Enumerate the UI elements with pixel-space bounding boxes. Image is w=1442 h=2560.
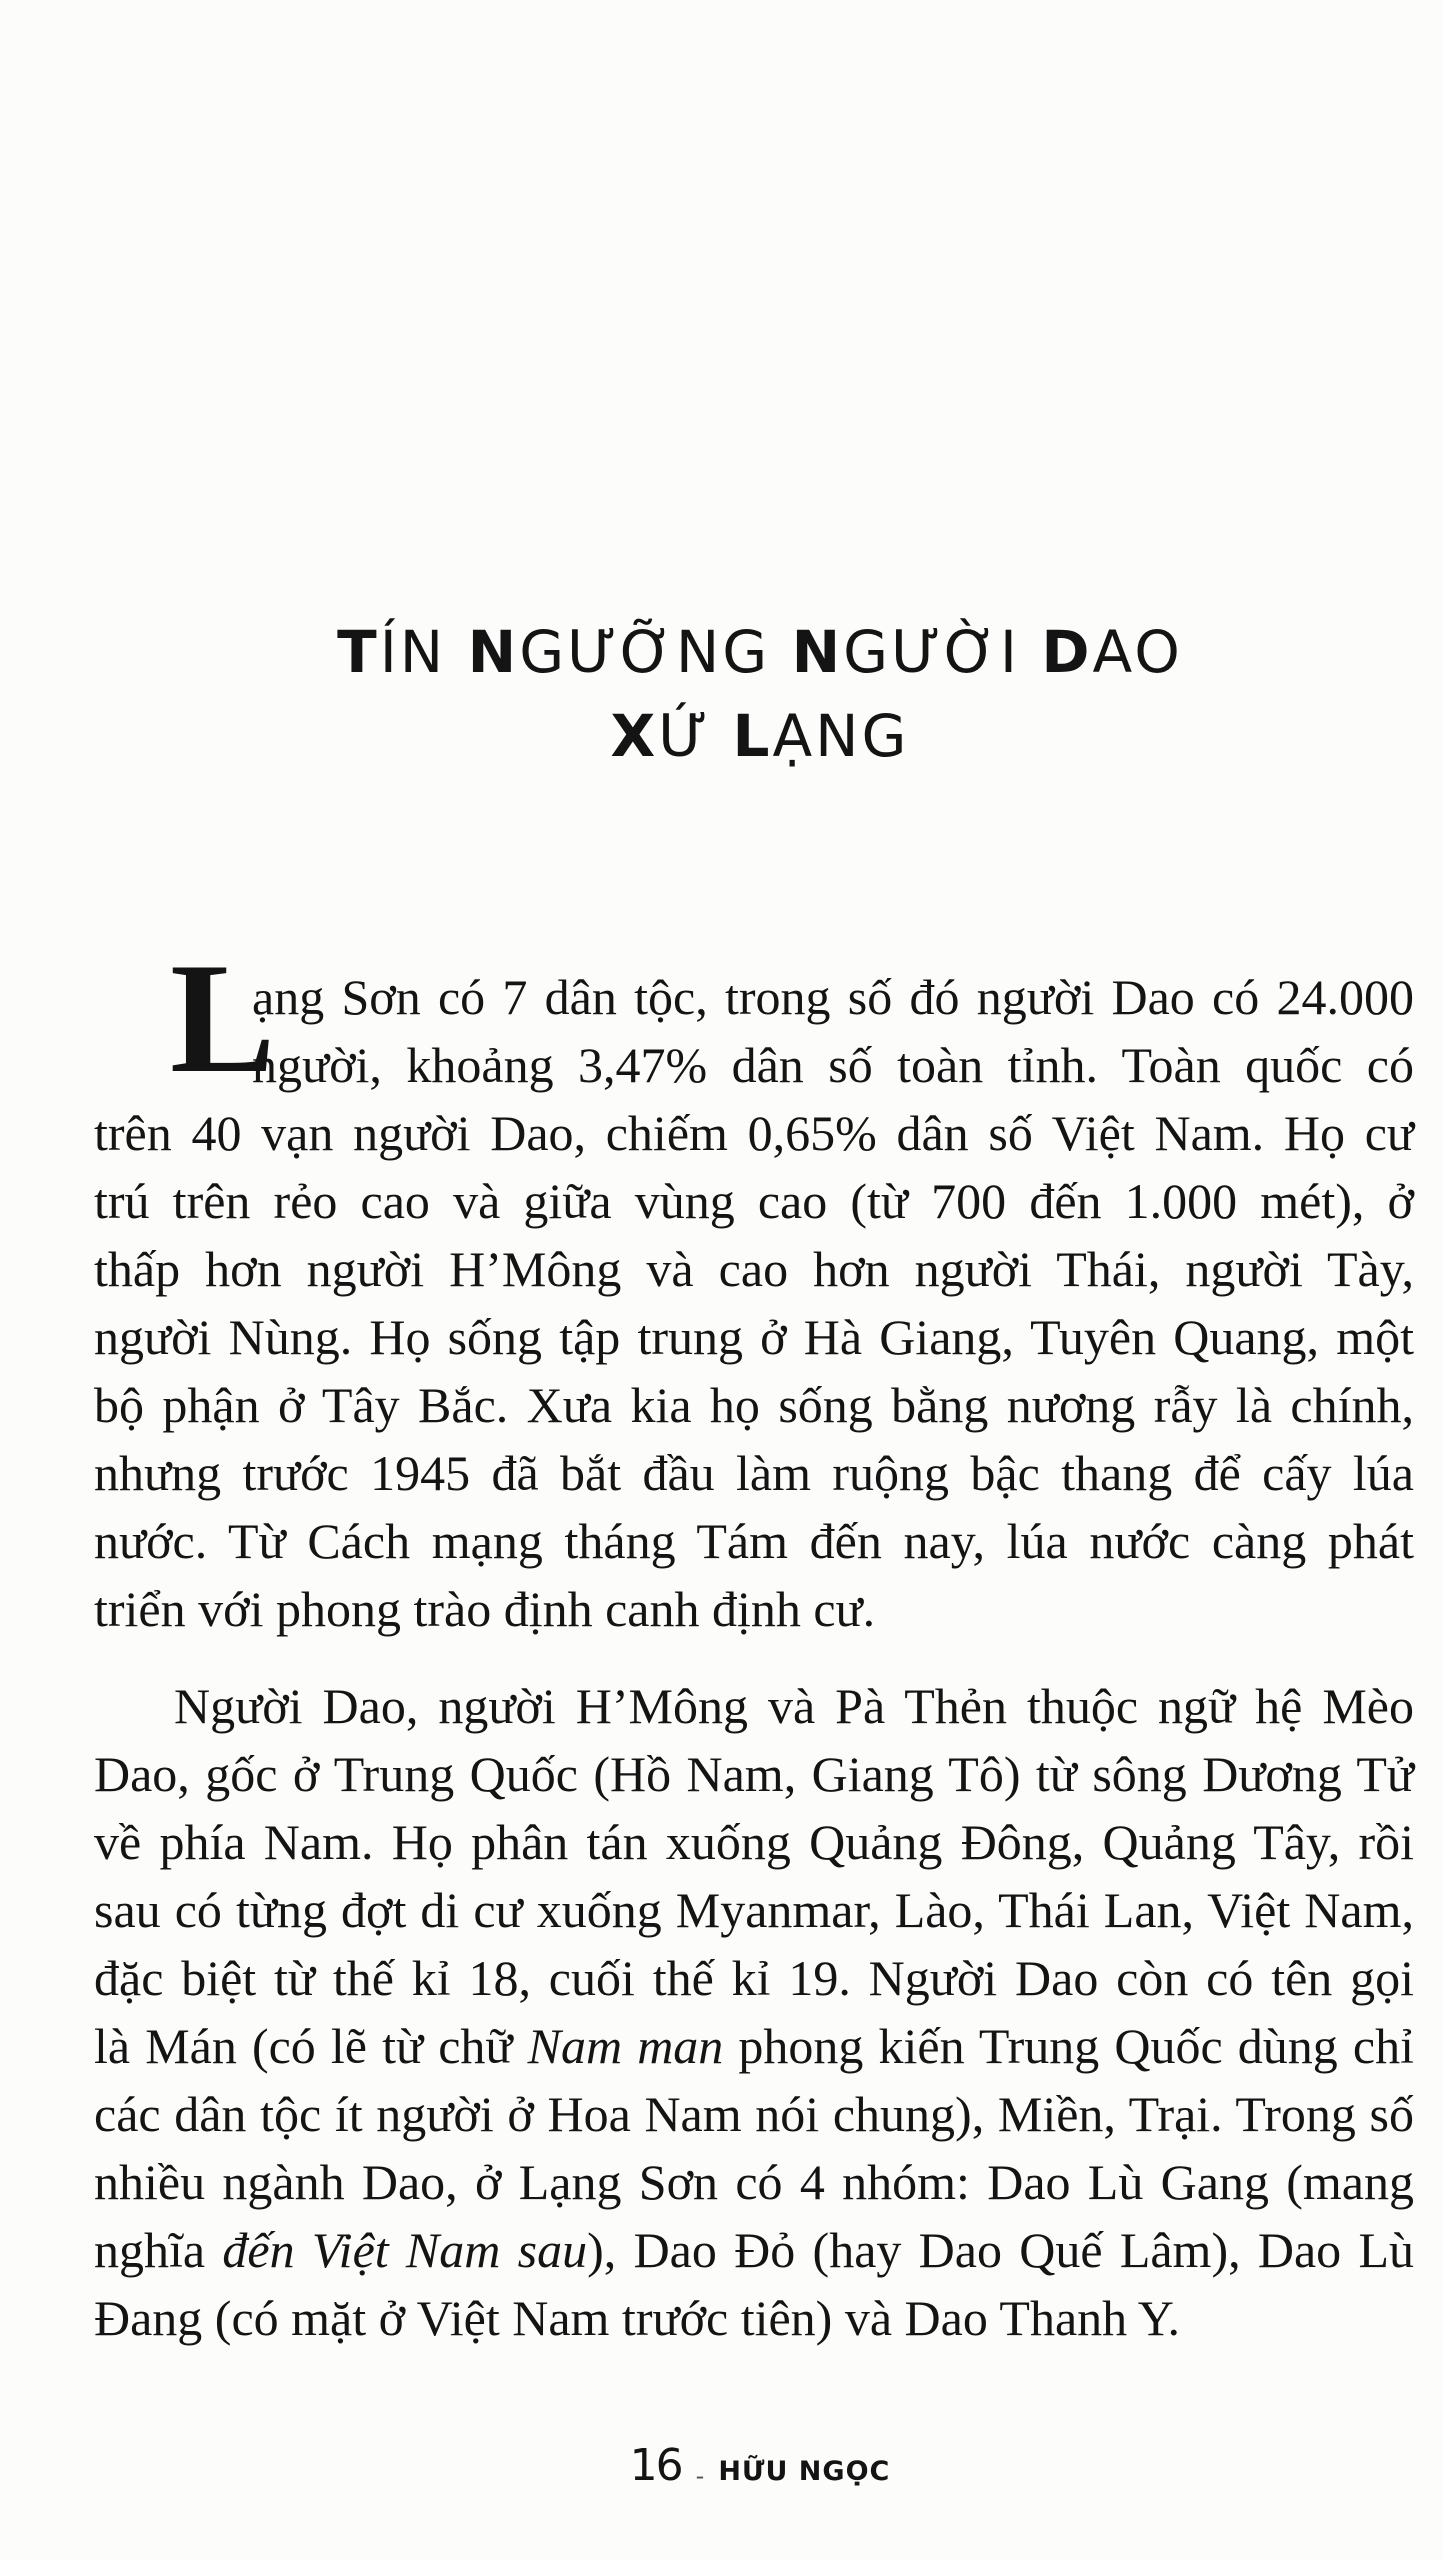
text-segment: sau có từng đợt di cư xuống Myanmar, Lào, Thái Lan, Việt Nam, [94,1882,1414,1938]
page-footer [0,2440,1442,2491]
chapter-title-line-1 [0,610,1442,694]
text-line [94,1167,1414,1235]
text-segment: nhiều ngành Dao, ở Lạng Sơn có 4 nhóm: Dao Lù Gang (mang [94,2154,1414,2210]
text-line [94,1303,1414,1371]
title-word [792,618,1020,686]
text-segment: Đang (có mặt ở Việt Nam trước tiên) và Dao Thanh Y. [94,2290,1180,2346]
text-segment: ạng Sơn có 7 dân tộc, trong số đó người Dao có 24.000 [252,969,1414,1025]
text-segment: trên 40 vạn người Dao, chiếm 0,65% dân số Việt Nam. Họ cư [94,1105,1414,1161]
title-word [611,702,711,770]
text-line [94,1808,1414,1876]
italic-text: Nam man [527,2018,724,2074]
text-line [94,1099,1414,1167]
italic-text: đến Việt Nam sau [222,2222,588,2278]
paragraph-1 [94,963,1414,1643]
text-segment: người, khoảng 3,47% dân số toàn tỉnh. Toàn quốc có [252,1037,1414,1093]
text-segment: triển với phong trào định canh định cư. [94,1581,876,1637]
text-line [94,1944,1414,2012]
text-line [94,1740,1414,1808]
text-segment: trú trên rẻo cao và giữa vùng cao (từ 700 đến 1.000 mét), ở [94,1173,1414,1229]
text-line [94,2148,1414,2216]
text-segment: ), Dao Đỏ (hay Dao Quế Lâm), Dao Lù [587,2222,1415,2278]
title-rest: ÍN [379,617,447,686]
text-segment: các dân tộc ít người ở Hoa Nam nói chung), Miền, Trại. Trong số [94,2086,1414,2142]
footer-separator: - [695,2461,705,2490]
text-segment: thấp hơn người H’Mông và cao hơn người Thái, người Tày, [94,1241,1414,1297]
title-rest: Ứ [658,701,712,770]
title-rest: AO [1092,617,1183,686]
text-line [94,1235,1414,1303]
text-line [94,1575,1414,1643]
text-segment: về phía Nam. Họ phân tán xuống Quảng Đông, Quảng Tây, rồi [94,1814,1414,1870]
text-segment: người Nùng. Họ sống tập trung ở Hà Giang, Tuyên Quang, một [94,1309,1414,1365]
page-number: 16 [629,2440,682,2491]
title-initial: N [467,617,520,686]
title-rest: ẠNG [772,701,910,770]
text-segment: nước. Từ Cách mạng tháng Tám đến nay, lúa nước càng phát [94,1513,1414,1569]
text-line [94,1672,1414,1740]
title-initial: X [610,701,659,770]
text-line [94,1371,1414,1439]
text-segment: là Mán (có lẽ từ chữ [94,2018,528,2074]
title-word [732,702,909,770]
chapter-title-line-2 [0,694,1442,778]
title-word [337,618,446,686]
text-line [94,1507,1414,1575]
title-initial: T [337,617,380,686]
text-line [94,2012,1414,2080]
title-rest: GƯỜI [843,617,1020,686]
drop-cap: L [170,931,276,1106]
text-segment: bộ phận ở Tây Bắc. Xưa kia họ sống bằng nương rẫy là chính, [94,1377,1414,1433]
title-rest: GƯỠNG [519,617,771,686]
title-word [468,618,771,686]
text-segment: nhưng trước 1945 đã bắt đầu làm ruộng bậc thang để cấy lúa [94,1445,1414,1501]
text-segment: đặc biệt từ thế kỉ 18, cuối thế kỉ 19. Người Dao còn có tên gọi [94,1950,1414,2006]
paragraph-2 [94,1672,1414,2352]
text-segment: Dao, gốc ở Trung Quốc (Hồ Nam, Giang Tô) từ sông Dương Tử [94,1746,1414,1802]
title-initial: D [1041,617,1093,686]
text-line [94,2080,1414,2148]
title-initial: N [791,617,844,686]
text-segment: Người Dao, người H’Mông và Pà Thẻn thuộc ngữ hệ Mèo [174,1678,1414,1734]
text-line [94,963,1414,1031]
title-initial: L [732,701,773,770]
running-author: HỮU NGỌC [718,2456,891,2487]
text-line [94,1439,1414,1507]
text-segment: phong kiến Trung Quốc dùng chỉ [723,2018,1414,2074]
text-segment: nghĩa [94,2222,223,2278]
text-line [94,1031,1414,1099]
title-word [1041,618,1182,686]
text-line [94,1876,1414,1944]
text-line [94,2284,1414,2352]
text-line [94,2216,1414,2284]
